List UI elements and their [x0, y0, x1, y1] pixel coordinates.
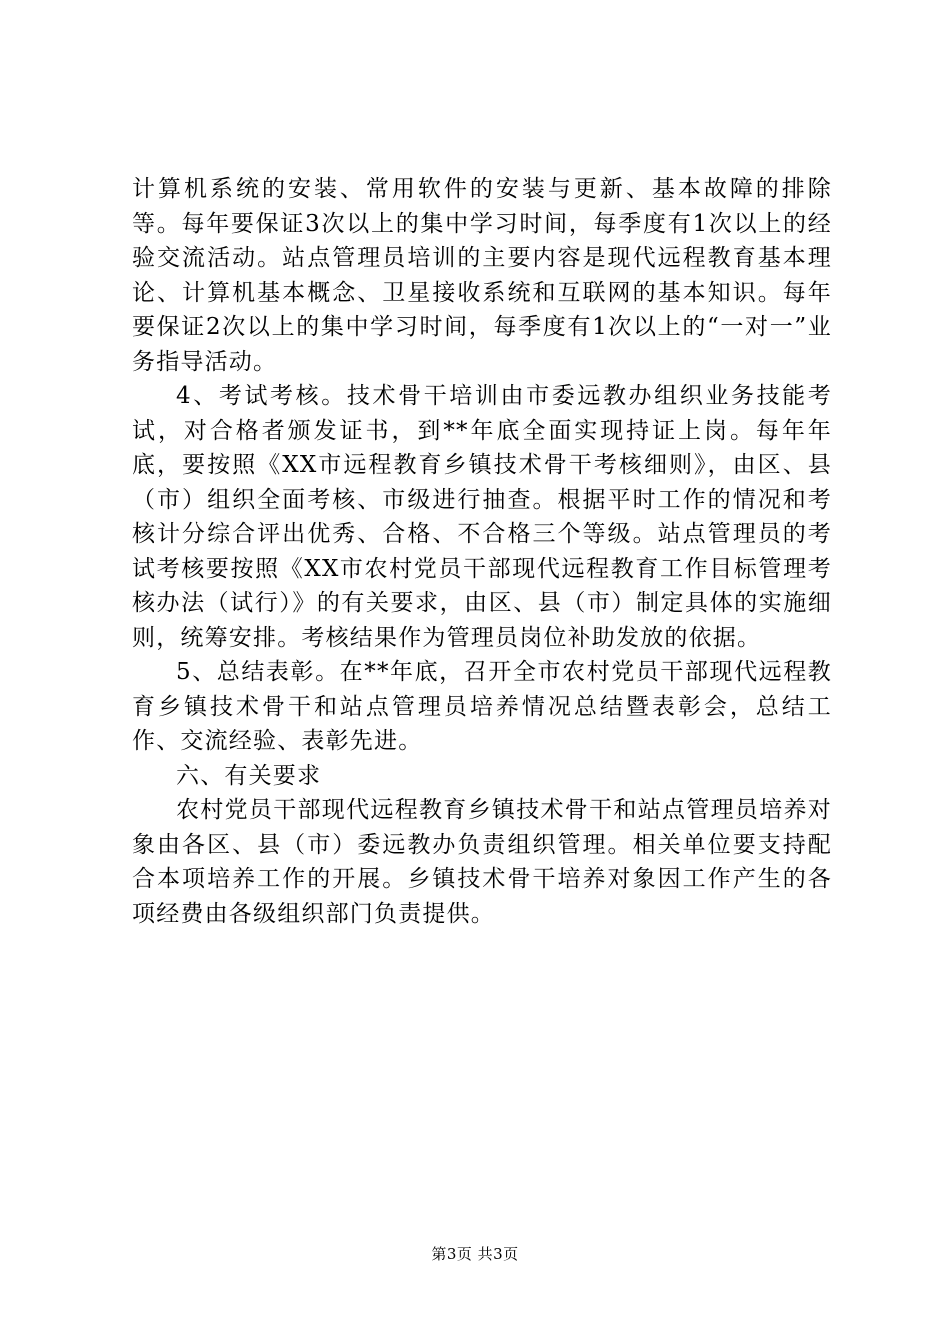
paragraph-summary-commendation: 5、总结表彰。在**年底，召开全市农村党员干部现代远程教育乡镇技术骨干和站点管理员培养情况总结暨表彰会，总结工作、交流经验、表彰先进。 — [132, 659, 832, 754]
document-body — [132, 172, 832, 931]
page-footer: 第3页 共3页 — [431, 1245, 519, 1263]
paragraph-requirements: 农村党员干部现代远程教育乡镇技术骨干和站点管理员培养对象由各区、县（市）委远教办负责组织管理。相关单位要支持配合本项培养工作的开展。乡镇技术骨干培养对象因工作产生的各项经费由各级组织部门负责提供。 — [132, 797, 832, 927]
paragraph-training-content: 计算机系统的安装、常用软件的安装与更新、基本故障的排除等。每年要保证3次以上的集中学习时间，每季度有1次以上的经验交流活动。站点管理员培训的主要内容是现代远程教育基本理论、计算机基本概念、卫星接收系统和互联网的基本知识。每年要保证2次以上的集中学习时间，每季度有1次以上的“一对一”业务指导活动。 — [132, 176, 832, 375]
section-heading-requirements: 六、有关要求 — [176, 762, 322, 789]
paragraph-exam-assessment: 4、考试考核。技术骨干培训由市委远教办组织业务技能考试，对合格者颁发证书，到**年底全面实现持证上岗。每年年底，要按照《XX市远程教育乡镇技术骨干考核细则》，由区、县（市）组织全面考核、市级进行抽查。根据平时工作的情况和考核计分综合评出优秀、合格、不合格三个等级。站点管理员的考试考核要按照《XX市农村党员干部现代远程教育工作目标管理考核办法（试行）》的有关要求，由区、县（市）制定具体的实施细则，统筹安排。考核结果作为管理员岗位补助发放的依据。 — [132, 383, 832, 651]
